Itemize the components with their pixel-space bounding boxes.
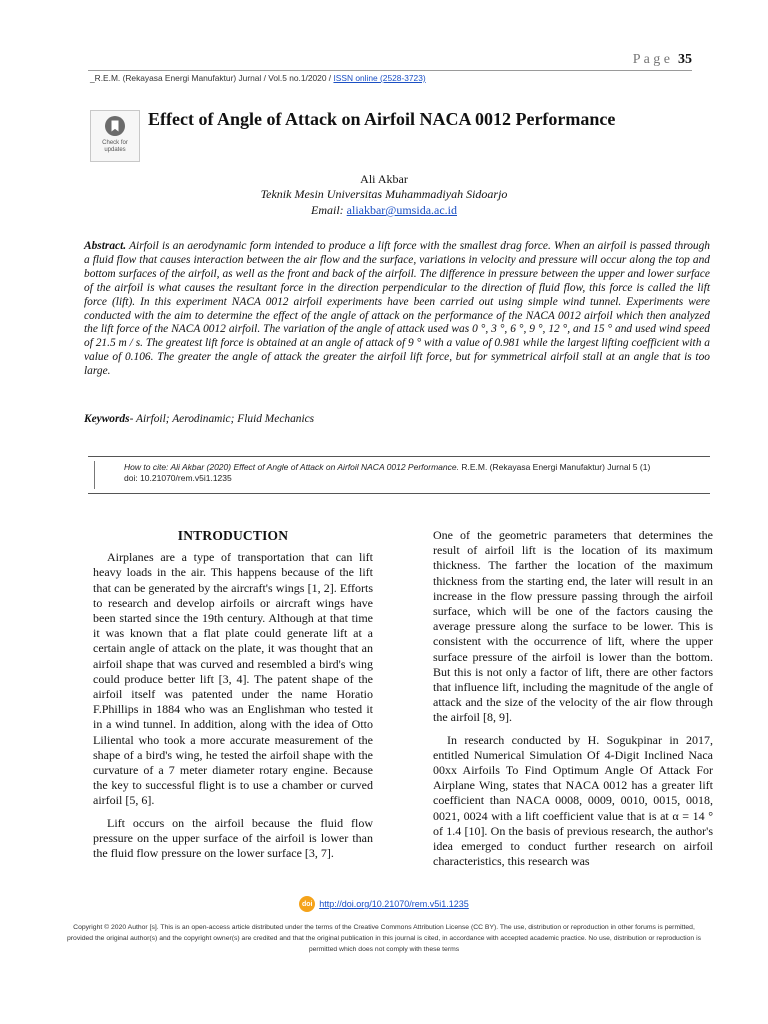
- badge-label: Check for updates: [102, 140, 128, 153]
- abstract-label: Abstract.: [84, 240, 127, 252]
- issn-link[interactable]: ISSN online (2528-3723): [333, 73, 426, 83]
- bookmark-icon: [104, 115, 126, 137]
- introduction-heading: INTRODUCTION: [177, 528, 289, 543]
- citation-doi: doi: 10.21070/rem.v5i1.1235: [124, 473, 232, 483]
- email-link[interactable]: aliakbar@umsida.ac.id: [346, 203, 457, 217]
- keywords: [84, 413, 710, 425]
- author-name: Ali Akbar: [360, 172, 408, 186]
- keywords-label: Keywords: [84, 413, 130, 425]
- author-email-line: [0, 203, 768, 218]
- paragraph: One of the geometric parameters that determines the result of airfoil lift is the location of its maximum thickness. The farther the location of the maximum thickness from the starting end, the later will result in an increase in the flow pressure passing through the airfoil surface, which will be one of the factors causing the average pressure along the surface to be lower. This is consistent with the occurrence of lift, where the upper surface pressure of the airfoil is lower than the bottom. But this is not only a factor of lift, there are other factors that influence lift, including the magnitude of the angle of attack and the size of the velocity of the air flow through the airfoil [8, 9].: [433, 528, 713, 725]
- journal-name: _R.E.M. (Rekayasa Energi Manufaktur) Jurnal / Vol.5 no.1/2020 /: [90, 73, 334, 83]
- citation-journal: R.E.M. (Rekayasa Energi Manufaktur) Jurnal 5 (1): [458, 462, 651, 472]
- doi-icon: doi: [299, 896, 315, 912]
- abstract-text: Airfoil is an aerodynamic form intended to produce a lift force with the smallest drag force. When an airfoil is passed through a fluid flow that causes interaction between the air flow and the surface, variations in velocity and pressure will occur along the top and bottom surfaces of the airfoil, as well as the front and back of the airfoil. The difference in pressure between the upper and lower surface of the airfoil is what causes the resultant force in the direction perpendicular to the direction of fluid flow, this force is called the lift force (lift). In this experiment NACA 0012 airfoil experiments have been carried out using simple wind tunnel. Experiments were conducted with the aim to determine the effect of the angle of attack on the performance of the NACA 0012 airfoil which then analyzed the lift force of the NACA 0012 airfoil. The variation of the angle of attack used was 0 °, 3 °, 6 °, 9 °, 12 °, and 15 ° and used wind speed of 21.5 m / s. The greatest lift force is obtained at an angle of attack of 9 ° with a value of 0.981 while the largest lifting coefficient with a value of 0.106. The greater the angle of attack the greater the airfoil lift force, but for symmetrical airfoil stall at an angle that is too large.: [84, 240, 710, 378]
- citation-divider: [94, 461, 95, 489]
- copyright-notice: Copyright © 2020 Author [s]. This is an open-access article distributed under the terms of the Creative Commons Attribution License (CC BY). The use, distribution or reproduction in other forums is permitted, provided the original author(s) and the copyright owner(s) are credited and that the original publication in this journal is cited, in accordance with accepted academic practice. No use, distribution or reproduction is permitted which does not comply with these terms: [67, 924, 701, 953]
- check-for-updates-badge[interactable]: [90, 110, 140, 162]
- email-label: Email:: [310, 203, 347, 217]
- page-header: [532, 52, 692, 68]
- left-column: [93, 528, 373, 868]
- abstract: [84, 240, 710, 379]
- paragraph: Lift occurs on the airfoil because the fluid flow pressure on the upper surface of the airfoil is lower than the fluid flow pressure on the lower surface [3, 7].: [93, 815, 373, 861]
- paper-title: Effect of Angle of Attack on Airfoil NACA 0012 Performance: [148, 109, 616, 129]
- paragraph: In research conducted by H. Sogukpinar in 2017, entitled Numerical Simulation Of 4-Digit Inclined Naca 00xx Airfoils To Find Optimum Angle Of Attack For Airplane Wing, states that NACA 0012 has a greater lift coefficient than NACA 0008, 0009, 0010, 0015, 0018, 0021, 0024 with a lift coefficient value that is at α = 14 ° of 1.4 [10]. On the basis of previous research, the author's idea emerged to conduct further research on airfoil characteristics, this research was: [433, 732, 713, 869]
- citation-text: [124, 462, 704, 484]
- doi-footer: [0, 896, 768, 912]
- doi-link[interactable]: http://doi.org/10.21070/rem.v5i1.1235: [319, 899, 469, 909]
- author-affiliation: Teknik Mesin Universitas Muhammadiyah Sidoarjo: [260, 187, 508, 201]
- paragraph: Airplanes are a type of transportation that can lift heavy loads in the air. This happens because of the lift that can be generated by the aircraft's wings [1, 2]. Efforts to research and develop airfoils or aircraft wings have been started since the 19th century. Although at that time it was known that a flat plate could generate lift at a certain angle of attack on the plate, it was thought that an airfoil shape that was curved and resembled a bird's wing could produce better lift [3, 4]. The patent shape of the airfoil itself was patented under the name Horatio F.Phillips in 1884 who was an Englishman who tested it in a wind tunnel. In addition, along with the idea of Otto Liliental who took a more accurate measurement of the shape of a bird's wing, he tested the airfoil shape with the curvature of a 7 meter diameter rotary engine. Because the key to successful flight is to use a chamber or curved airfoil [5, 6].: [93, 550, 373, 808]
- right-column: [433, 528, 713, 876]
- citation-box: [88, 456, 710, 494]
- page-label: P a g e: [632, 52, 670, 67]
- citation-italic: How to cite: Ali Akbar (2020) Effect of Angle of Attack on Airfoil NACA 0012 Performance.: [124, 462, 459, 472]
- page-number: 35: [678, 52, 692, 67]
- header-divider: [88, 70, 692, 71]
- keywords-text: - Airfoil; Aerodinamic; Fluid Mechanics: [129, 413, 315, 425]
- journal-info: [90, 73, 690, 83]
